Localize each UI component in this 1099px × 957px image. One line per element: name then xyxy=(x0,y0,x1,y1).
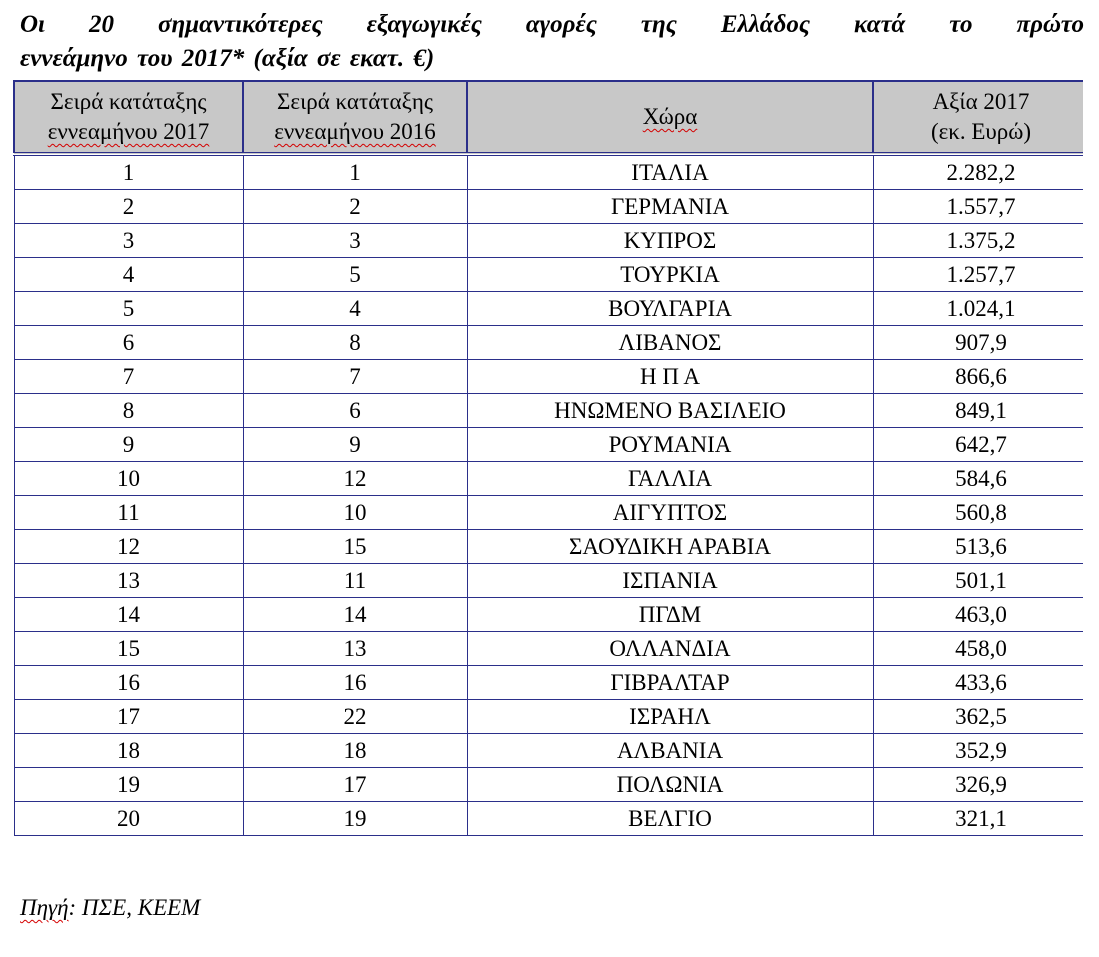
cell-rank-2016: 6 xyxy=(243,394,467,428)
cell-rank-2016: 16 xyxy=(243,666,467,700)
cell-value: 1.375,2 xyxy=(873,224,1083,258)
cell-rank-2016: 17 xyxy=(243,768,467,802)
header-value-line1: Αξία 2017 xyxy=(932,89,1030,114)
header-value xyxy=(873,81,1083,154)
table-row xyxy=(14,428,1083,462)
cell-rank-2017: 8 xyxy=(14,394,243,428)
cell-country: ΡΟΥΜΑΝΙΑ xyxy=(467,428,873,462)
cell-value: 433,6 xyxy=(873,666,1083,700)
cell-rank-2016: 12 xyxy=(243,462,467,496)
cell-country: ΗΝΩΜΕΝΟ ΒΑΣΙΛΕΙΟ xyxy=(467,394,873,428)
table-row xyxy=(14,768,1083,802)
table-row xyxy=(14,394,1083,428)
cell-country: ΤΟΥΡΚΙΑ xyxy=(467,258,873,292)
cell-rank-2017: 12 xyxy=(14,530,243,564)
cell-country: ΓΑΛΛΙΑ xyxy=(467,462,873,496)
table-row xyxy=(14,224,1083,258)
cell-rank-2016: 7 xyxy=(243,360,467,394)
header-rank-2016-line2: εννεαμήνου 2016 xyxy=(274,119,436,144)
cell-rank-2017: 18 xyxy=(14,734,243,768)
cell-country: ΟΛΛΑΝΔΙΑ xyxy=(467,632,873,666)
cell-rank-2016: 2 xyxy=(243,190,467,224)
table-row xyxy=(14,496,1083,530)
cell-country: ΓΙΒΡΑΛΤΑΡ xyxy=(467,666,873,700)
cell-country: ΑΛΒΑΝΙΑ xyxy=(467,734,873,768)
cell-value: 1.257,7 xyxy=(873,258,1083,292)
source-note xyxy=(20,895,200,921)
cell-value: 2.282,2 xyxy=(873,154,1083,190)
cell-value: 463,0 xyxy=(873,598,1083,632)
cell-rank-2016: 4 xyxy=(243,292,467,326)
table-row xyxy=(14,666,1083,700)
cell-rank-2017: 11 xyxy=(14,496,243,530)
cell-rank-2016: 11 xyxy=(243,564,467,598)
cell-country: ΛΙΒΑΝΟΣ xyxy=(467,326,873,360)
header-rank-2016 xyxy=(243,81,467,154)
cell-country: ΙΤΑΛΙΑ xyxy=(467,154,873,190)
cell-rank-2016: 5 xyxy=(243,258,467,292)
title-line-2: εννεάμηνο του 2017* (αξία σε εκατ. €) xyxy=(20,45,435,72)
cell-rank-2017: 20 xyxy=(14,802,243,836)
cell-rank-2017: 19 xyxy=(14,768,243,802)
cell-value: 560,8 xyxy=(873,496,1083,530)
cell-rank-2017: 10 xyxy=(14,462,243,496)
exports-table xyxy=(13,80,1083,836)
table-row xyxy=(14,258,1083,292)
table-row xyxy=(14,190,1083,224)
cell-country: ΓΕΡΜΑΝΙΑ xyxy=(467,190,873,224)
cell-rank-2017: 5 xyxy=(14,292,243,326)
cell-rank-2017: 1 xyxy=(14,154,243,190)
cell-value: 1.024,1 xyxy=(873,292,1083,326)
cell-value: 501,1 xyxy=(873,564,1083,598)
cell-value: 907,9 xyxy=(873,326,1083,360)
table-row xyxy=(14,530,1083,564)
cell-rank-2017: 9 xyxy=(14,428,243,462)
table-row xyxy=(14,700,1083,734)
table-row xyxy=(14,734,1083,768)
cell-country: ΒΟΥΛΓΑΡΙΑ xyxy=(467,292,873,326)
cell-country: ΚΥΠΡΟΣ xyxy=(467,224,873,258)
header-country xyxy=(467,81,873,154)
table-row xyxy=(14,564,1083,598)
header-value-line2: (εκ. Ευρώ) xyxy=(930,119,1032,144)
table-row xyxy=(14,462,1083,496)
cell-value: 458,0 xyxy=(873,632,1083,666)
header-country-label: Χώρα xyxy=(642,104,698,129)
cell-rank-2017: 3 xyxy=(14,224,243,258)
cell-rank-2017: 14 xyxy=(14,598,243,632)
title-line-1: Οι 20 σημαντικότερες εξαγωγικές αγορές της Ελλάδος κατά το πρώτο xyxy=(20,11,1084,38)
cell-value: 849,1 xyxy=(873,394,1083,428)
cell-value: 321,1 xyxy=(873,802,1083,836)
table-row xyxy=(14,360,1083,394)
source-text: : ΠΣΕ, ΚΕΕΜ xyxy=(68,895,201,920)
cell-value: 352,9 xyxy=(873,734,1083,768)
table-body xyxy=(14,154,1083,836)
cell-rank-2017: 13 xyxy=(14,564,243,598)
cell-country: ΑΙΓΥΠΤΟΣ xyxy=(467,496,873,530)
cell-rank-2017: 17 xyxy=(14,700,243,734)
cell-rank-2016: 1 xyxy=(243,154,467,190)
header-rank-2017 xyxy=(14,81,243,154)
cell-value: 866,6 xyxy=(873,360,1083,394)
cell-rank-2017: 2 xyxy=(14,190,243,224)
table-row xyxy=(14,802,1083,836)
table-row xyxy=(14,154,1083,190)
cell-rank-2016: 3 xyxy=(243,224,467,258)
source-label: Πηγή xyxy=(20,895,69,920)
cell-rank-2017: 7 xyxy=(14,360,243,394)
header-rank-2017-line1: Σειρά κατάταξης xyxy=(50,89,207,114)
cell-value: 584,6 xyxy=(873,462,1083,496)
document-title xyxy=(20,8,1084,76)
cell-rank-2016: 14 xyxy=(243,598,467,632)
cell-rank-2017: 4 xyxy=(14,258,243,292)
cell-rank-2016: 9 xyxy=(243,428,467,462)
cell-rank-2016: 10 xyxy=(243,496,467,530)
cell-country: ΠΓΔΜ xyxy=(467,598,873,632)
cell-value: 513,6 xyxy=(873,530,1083,564)
cell-rank-2016: 13 xyxy=(243,632,467,666)
table-header-row xyxy=(14,81,1083,154)
cell-rank-2016: 15 xyxy=(243,530,467,564)
cell-country: ΣΑΟΥΔΙΚΗ ΑΡΑΒΙΑ xyxy=(467,530,873,564)
table-row xyxy=(14,632,1083,666)
cell-country: ΙΣΠΑΝΙΑ xyxy=(467,564,873,598)
table-row xyxy=(14,598,1083,632)
cell-rank-2016: 8 xyxy=(243,326,467,360)
cell-value: 642,7 xyxy=(873,428,1083,462)
cell-value: 326,9 xyxy=(873,768,1083,802)
cell-rank-2017: 16 xyxy=(14,666,243,700)
cell-rank-2016: 18 xyxy=(243,734,467,768)
cell-country: Η Π Α xyxy=(467,360,873,394)
cell-country: ΙΣΡΑΗΛ xyxy=(467,700,873,734)
cell-country: ΒΕΛΓΙΟ xyxy=(467,802,873,836)
header-rank-2017-line2: εννεαμήνου 2017 xyxy=(47,119,210,144)
header-rank-2016-line1: Σειρά κατάταξης xyxy=(277,89,433,114)
cell-country: ΠΟΛΩΝΙΑ xyxy=(467,768,873,802)
table-row xyxy=(14,292,1083,326)
cell-rank-2016: 19 xyxy=(243,802,467,836)
cell-value: 362,5 xyxy=(873,700,1083,734)
cell-value: 1.557,7 xyxy=(873,190,1083,224)
table-row xyxy=(14,326,1083,360)
exports-table-container xyxy=(13,80,1083,890)
cell-rank-2017: 6 xyxy=(14,326,243,360)
cell-rank-2017: 15 xyxy=(14,632,243,666)
cell-rank-2016: 22 xyxy=(243,700,467,734)
